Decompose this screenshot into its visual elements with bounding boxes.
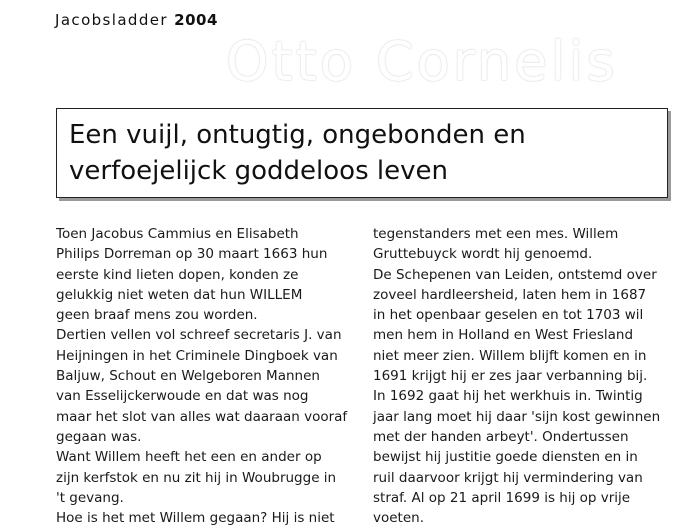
article-title <box>69 117 526 189</box>
body-line: men hem in Holland en West Friesland <box>373 327 634 344</box>
body-line: jaar lang moet hij daar 'sijn kost gewinnen <box>373 408 661 425</box>
body-line: Toen Jacobus Cammius en Elisabeth <box>56 226 299 242</box>
body-line: gelukkig niet weten dat hun WILLEM <box>56 286 303 303</box>
body-line: Want Willem heeft het een en ander op <box>56 449 322 466</box>
body-column-right <box>373 224 660 528</box>
body-line: niet meer zien. Willem blijft komen en in <box>373 347 647 364</box>
issue-year: 2004 <box>174 11 218 29</box>
body-line: 't gevang. <box>56 489 124 506</box>
body-line: geen braaf mens zou worden. <box>56 307 258 324</box>
body-line: In 1692 gaat hij het werkhuis in. Twintig <box>373 388 643 405</box>
body-line: Baljuw, Schout en Welgeboren Mannen <box>56 368 320 385</box>
body-line: Heijningen in het Criminele Dingboek van <box>56 347 338 364</box>
title-box <box>56 108 668 198</box>
body-line: gegaan was. <box>56 428 142 445</box>
body-line: Hoe is het met Willem gegaan? Hij is niet <box>56 510 335 527</box>
body-line: eerste kind lieten dopen, konden ze <box>56 266 299 283</box>
body-line: voeten. <box>373 510 425 527</box>
body-line: in het openbaar geselen en tot 1703 wil <box>373 307 644 324</box>
running-header <box>55 11 218 29</box>
body-line: tegenstanders met een mes. Willem <box>373 226 619 242</box>
body-line: zoveel hardleersheid, laten hem in 1687 <box>373 286 647 303</box>
body-line: met der handen arbeyt'. Ondertussen <box>373 428 629 445</box>
body-line: bewijst hij justitie goede diensten en in <box>373 449 638 466</box>
body-line: maar het slot van alles wat daaraan vooraf <box>56 408 348 425</box>
body-line: zijn kerfstok en nu zit hij in Woubrugge in <box>56 469 337 486</box>
magazine-name: Jacobsladder <box>55 11 168 29</box>
body-line: ruil daarvoor krijgt hij vermindering van <box>373 469 643 486</box>
body-line: De Schepenen van Leiden, ontstemd over <box>373 266 657 283</box>
body-line: 1691 krijgt hij er zes jaar verbanning bij. <box>373 368 648 385</box>
body-column-left <box>56 224 347 528</box>
title-line-1: Een vuijl, ontugtig, ongebonden en <box>69 120 526 150</box>
title-line-2: verfoejelijck goddeloos leven <box>69 156 448 186</box>
body-line: Philips Dorreman op 30 maart 1663 hun <box>56 246 328 263</box>
body-line: van Esselijckerwoude en dat was nog <box>56 388 309 405</box>
body-line: Dertien vellen vol schreef secretaris J. van <box>56 327 342 344</box>
author-watermark: Otto Cornelis <box>226 30 618 93</box>
body-line: Gruttebuyck wordt hij genoemd. <box>373 246 593 263</box>
body-line: straf. Al op 21 april 1699 is hij op vrije <box>373 489 631 506</box>
